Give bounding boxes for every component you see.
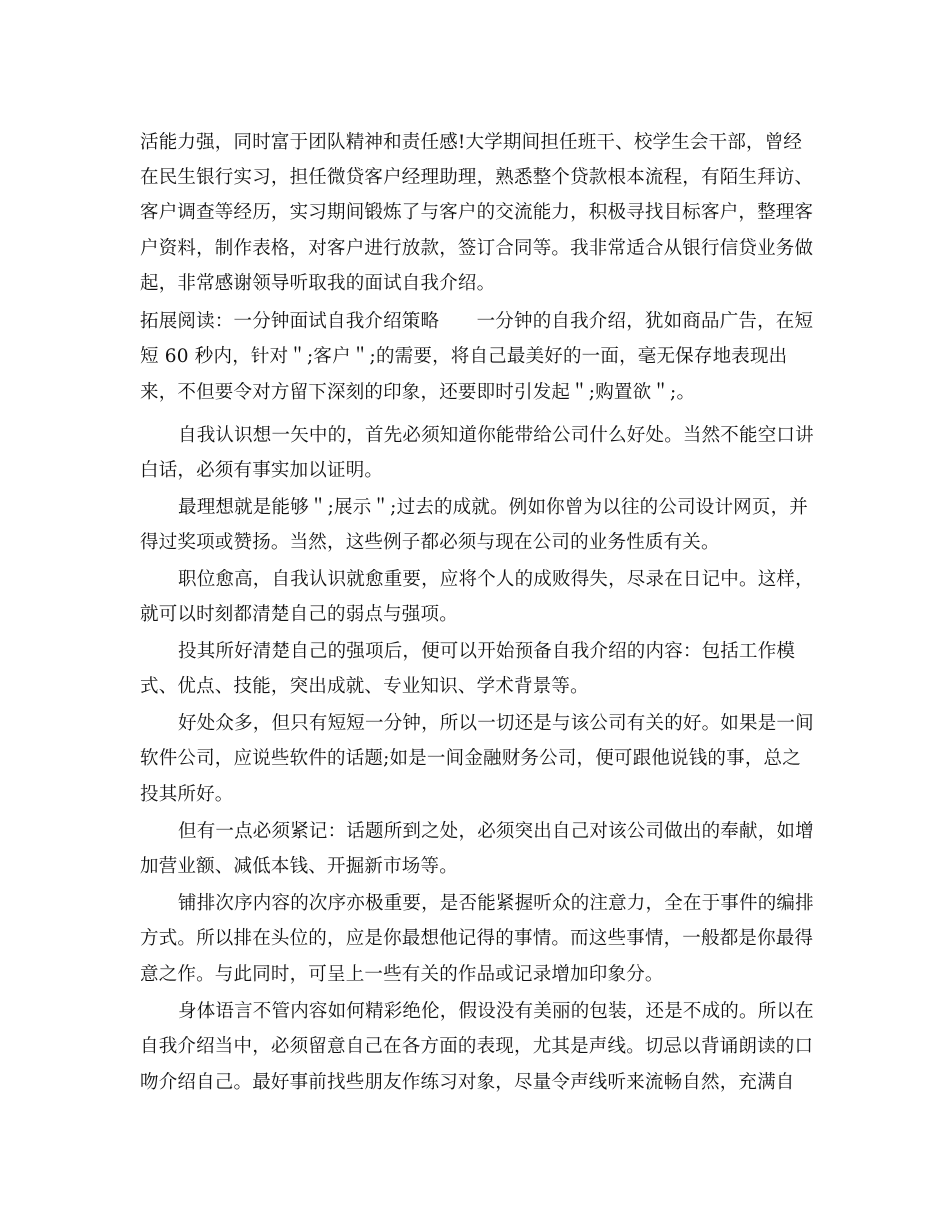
text-line: 得过奖项或赞扬。当然，这些例子都必须与现在公司的业务性质有关。 bbox=[140, 532, 720, 553]
text-line: 身体语言不管内容如何精彩绝伦，假设没有美丽的包装，还是不成的。所以在 bbox=[178, 1001, 814, 1022]
text-line: 拓展阅读：一分钟面试自我介绍策略 一分钟的自我介绍，犹如商品广告，在短 bbox=[140, 311, 814, 332]
text-line: 最理想就是能够＂;展示＂;过去的成就。例如你曾为以往的公司设计网页，并 bbox=[178, 497, 808, 518]
text-line: 职位愈高，自我认识就愈重要，应将个人的成败得失，尽录在日记中。这样， bbox=[178, 569, 814, 590]
text-line: 加营业额、减低本钱、开掘新市场等。 bbox=[140, 856, 458, 877]
text-line: 铺排次序内容的次序亦极重要，是否能紧握听众的注意力，全在于事件的编排 bbox=[178, 893, 814, 914]
text-line: 软件公司，应说些软件的话题;如是一间金融财务公司，便可跟他说钱的事，总之 bbox=[140, 748, 801, 769]
text-line: 式、优点、技能，突出成就、专业知识、学术背景等。 bbox=[140, 676, 589, 697]
text-line: 方式。所以排在头位的，应是你最想他记得的事情。而这些事情，一般都是你最得 bbox=[140, 928, 814, 949]
text-line: 好处众多，但只有短短一分钟，所以一切还是与该公司有关的好。如果是一间 bbox=[178, 713, 814, 734]
text-line: 自我介绍当中，必须留意自己在各方面的表现，尤其是声线。切忌以背诵朗读的口 bbox=[140, 1036, 814, 1057]
text-line: 白话，必须有事实加以证明。 bbox=[140, 460, 384, 481]
text-line: 短 60 秒内，针对＂;客户＂;的需要，将自己最美好的一面，毫无保存地表现出 bbox=[140, 346, 788, 367]
text-line: 意之作。与此同时，可呈上一些有关的作品或记录增加印象分。 bbox=[140, 964, 664, 985]
text-line: 户资料，制作表格，对客户进行放款，签订合同等。我非常适合从银行信贷业务做 bbox=[140, 238, 814, 259]
text-line: 吻介绍自己。最好事前找些朋友作练习对象，尽量令声线听来流畅自然，充满自 bbox=[140, 1072, 795, 1093]
text-line: 在民生银行实习，担任微贷客户经理助理，熟悉整个贷款根本流程，有陌生拜访、 bbox=[140, 167, 814, 188]
text-line: 但有一点必须紧记：话题所到之处，必须突出自己对该公司做出的奉献，如增 bbox=[178, 821, 814, 842]
text-line: 投其所好。 bbox=[140, 784, 234, 805]
text-line: 客户调查等经历，实习期间锻炼了与客户的交流能力，积极寻找目标客户，整理客 bbox=[140, 202, 814, 223]
text-line: 自我认识想一矢中的，首先必须知道你能带给公司什么好处。当然不能空口讲 bbox=[178, 425, 814, 446]
text-line: 起，非常感谢领导听取我的面试自我介绍。 bbox=[140, 273, 496, 294]
text-line: 就可以时刻都清楚自己的弱点与强项。 bbox=[140, 604, 458, 625]
text-line: 来，不但要令对方留下深刻的印象，还要即时引发起＂;购置欲＂;。 bbox=[140, 382, 696, 403]
text-line: 活能力强，同时富于团队精神和责任感!大学期间担任班干、校学生会干部，曾经 bbox=[140, 132, 803, 153]
text-line: 投其所好清楚自己的强项后，便可以开始预备自我介绍的内容：包括工作模 bbox=[178, 641, 796, 662]
